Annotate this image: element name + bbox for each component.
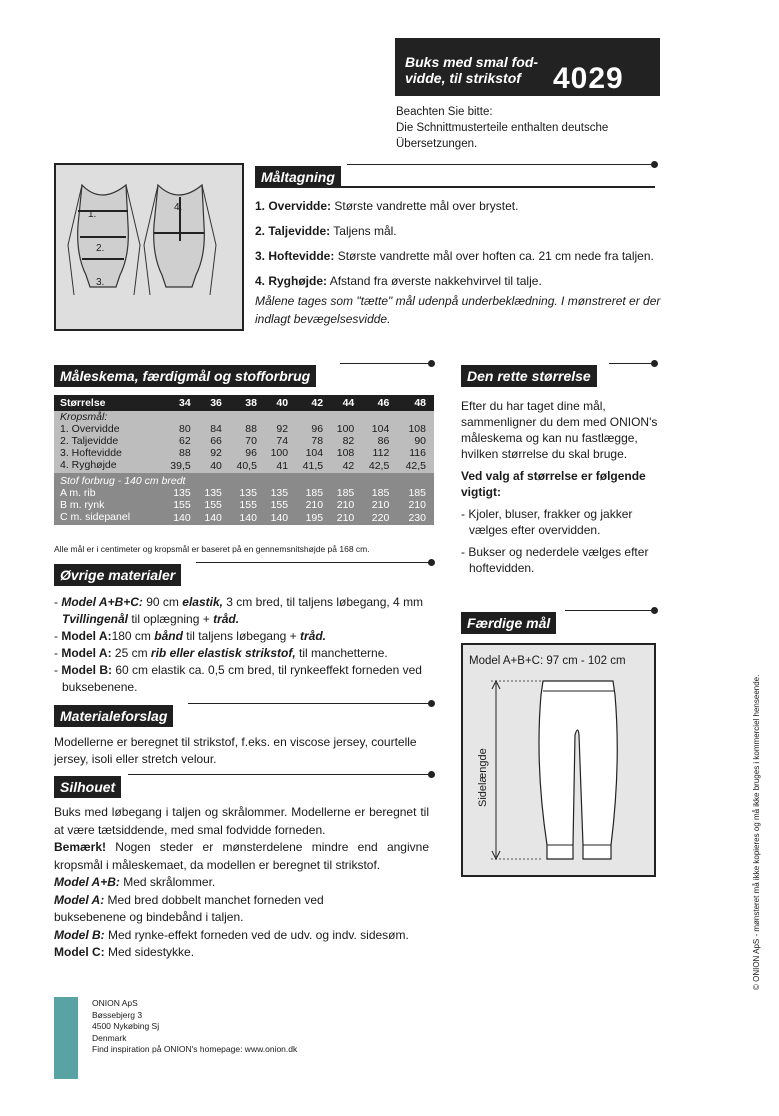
section-title-material: Materialeforslag [54,705,173,727]
silhouet-model: Model A+B: Med skrålommer. [54,875,216,889]
divider [340,363,432,364]
bodies-illustration [56,165,242,329]
silhouet-model: Model C: Med sidestykke. [54,945,195,959]
silhouet-model: Model B: Med rynke-effekt forneden ved de udv. og indv. sidesøm. [54,927,409,942]
material-text: Modellerne er beregnet til strikstof, f.eks. en viscose jersey, courtelle jersey, isoli eller stretch velour. [54,735,417,766]
pattern-title: Buks med smal fod-vidde, til strikstof [405,54,539,86]
table-row: 2. Taljevidde 62 66 70 74 78 82 86 90 [60,435,426,447]
pants-illustration [463,645,654,875]
finished-caption: Model A+B+C: 97 cm - 102 cm [469,655,626,667]
notice-line: Beachten Sie bitte: [396,106,493,118]
fig-label-2: 2. [96,243,105,254]
section-title-finished: Færdige mål [461,612,556,634]
notice-line: Übersetzungen. [396,138,478,150]
divider [196,562,432,563]
fig-label-1: 1. [88,209,97,220]
measure-list [255,197,670,328]
list-item: - Model A:180 cm bånd til taljens løbegang + tråd. [54,629,327,643]
divider [255,186,655,188]
size-table [54,395,434,525]
section-title-size-table: Måleskema, færdigmål og stofforbrug [54,365,316,387]
measure-item: 2. Taljevidde: Taljens mål. [255,224,397,238]
right-size-bullet: - Bukser og nederdele vælges efter hoftevidden. [461,545,649,575]
right-size-bullet: - Kjoler, bluser, frakker og jakker vælges efter overvidden. [461,507,633,537]
side-length-label: Sidelængde [477,748,489,807]
body-measure-figure [54,163,244,331]
copyright-notice: © ONION ApS - mønsteret må ikke kopieres og må ikke bruges i kommerciel henseende. [752,674,761,990]
table-row: C m. sidepanel 140 140 140 140 195 210 220 230 [60,511,426,524]
right-size-intro: Efter du har taget dine mål, sammenligner du dem med ONION's måleskema og kan nu fastlægge, hvilken størrelse du skal bruge. [461,399,658,461]
other-materials-list [54,594,434,696]
divider [188,703,432,704]
divider-dot [428,559,435,566]
section-title-right-size: Den rette størrelse [461,365,597,387]
divider [128,774,432,775]
finished-pants-figure [461,643,656,877]
body-measure-rows: Kropsmål: 1. Overvidde 80 84 88 92 96 100 104 108 2. Taljevidde 62 66 70 74 78 82 86 90 3. Hoftevidde 88 92 96 100 104 108 112 116 4. Ryghøjde 39,5 40 40,5 41 41,5 42 42,5 42,5 [54,411,434,473]
table-footnote: Alle mål er i centimeter og kropsmål er baseret på en gennemsnitshøjde på 168 cm. [54,544,370,554]
silhouet-note: Bemærk! Nogen steder er mønsterdelene mindre end angivne kropsmål i måleskemaet, da modellen er beregnet til strikstof. [54,840,429,872]
pattern-header [395,38,660,96]
divider [565,610,655,611]
divider-dot [428,771,435,778]
divider [347,164,655,165]
table-row: 1. Overvidde 80 84 88 92 96 100 104 108 [60,423,426,435]
table-row: 4. Ryghøjde 39,5 40 40,5 41 41,5 42 42,5 42,5 [60,459,426,472]
table-row: A m. rib 135 135 135 135 185 185 185 185 [60,487,426,499]
right-size-text [461,398,666,576]
section-title-other: Øvrige materialer [54,564,181,586]
section-title-measure: Måltagning [255,166,341,188]
list-item: - Model B: 60 cm elastik ca. 0,5 cm bred, til rynkeeffekt forneden ved buksebenene. [54,663,422,694]
notice-line: Die Schnittmusterteile enthalten deutsche [396,122,609,134]
divider-dot [651,360,658,367]
list-item: - Model A: 25 cm rib eller elastisk strikstof, til manchetterne. [54,646,388,660]
divider-dot [428,360,435,367]
divider-dot [428,700,435,707]
measure-note: Målene tages som "tætte" mål udenpå underbeklædning. I mønstreret er der indlagt bevægelsesvidde. [255,294,661,326]
right-size-bold: Ved valg af størrelse er følgende vigtigt: [461,469,646,499]
fig-label-3: 3. [96,277,105,288]
german-notice [396,104,676,152]
table-header-row: Størrelse 34 36 38 40 42 44 46 48 [54,395,434,411]
section-title-silhouet: Silhouet [54,776,121,798]
divider-dot [651,607,658,614]
measure-item: 4. Ryghøjde: Afstand fra øverste nakkehvirvel til talje. [255,274,542,288]
table-row: B m. rynk 155 155 155 155 210 210 210 210 [60,499,426,511]
pattern-number: 4029 [553,62,624,95]
silhouet-text [54,804,429,962]
list-item: - Model A+B+C: 90 cm elastik, 3 cm bred, til taljens løbegang, 4 mm Tvillingenål til oplægning + tråd. [54,595,424,626]
brand-bar [54,997,78,1079]
table-row: 3. Hoftevidde 88 92 96 100 104 108 112 116 [60,447,426,459]
company-footer: ONION ApS Bøssebjerg 3 4500 Nykøbing Sj Denmark Find inspiration på ONION's homepage: www.onion.dk [92,998,298,1054]
fabric-rows: Stof forbrug - 140 cm bredt A m. rib 135 135 135 135 185 185 185 185 B m. rynk 155 155 155 155 210 210 210 210 C m. sidepanel 140 140 140 140 195 210 220 230 [54,473,434,525]
silhouet-model: Model A: Med bred dobbelt manchet forneden ved buksebenene og bindebånd i taljen. [54,892,324,924]
measure-item: 1. Overvidde: Største vandrette mål over brystet. [255,199,519,213]
silhouet-p1: Buks med løbegang i taljen og skrålommer. Modellerne er beregnet til at være tætsiddende, med smal fodvidde forneden. [54,805,429,837]
divider [609,363,655,364]
measure-item: 3. Hoftevidde: Største vandrette mål over hoften ca. 21 cm nede fra taljen. [255,249,654,263]
fig-label-4: 4. [174,202,183,213]
